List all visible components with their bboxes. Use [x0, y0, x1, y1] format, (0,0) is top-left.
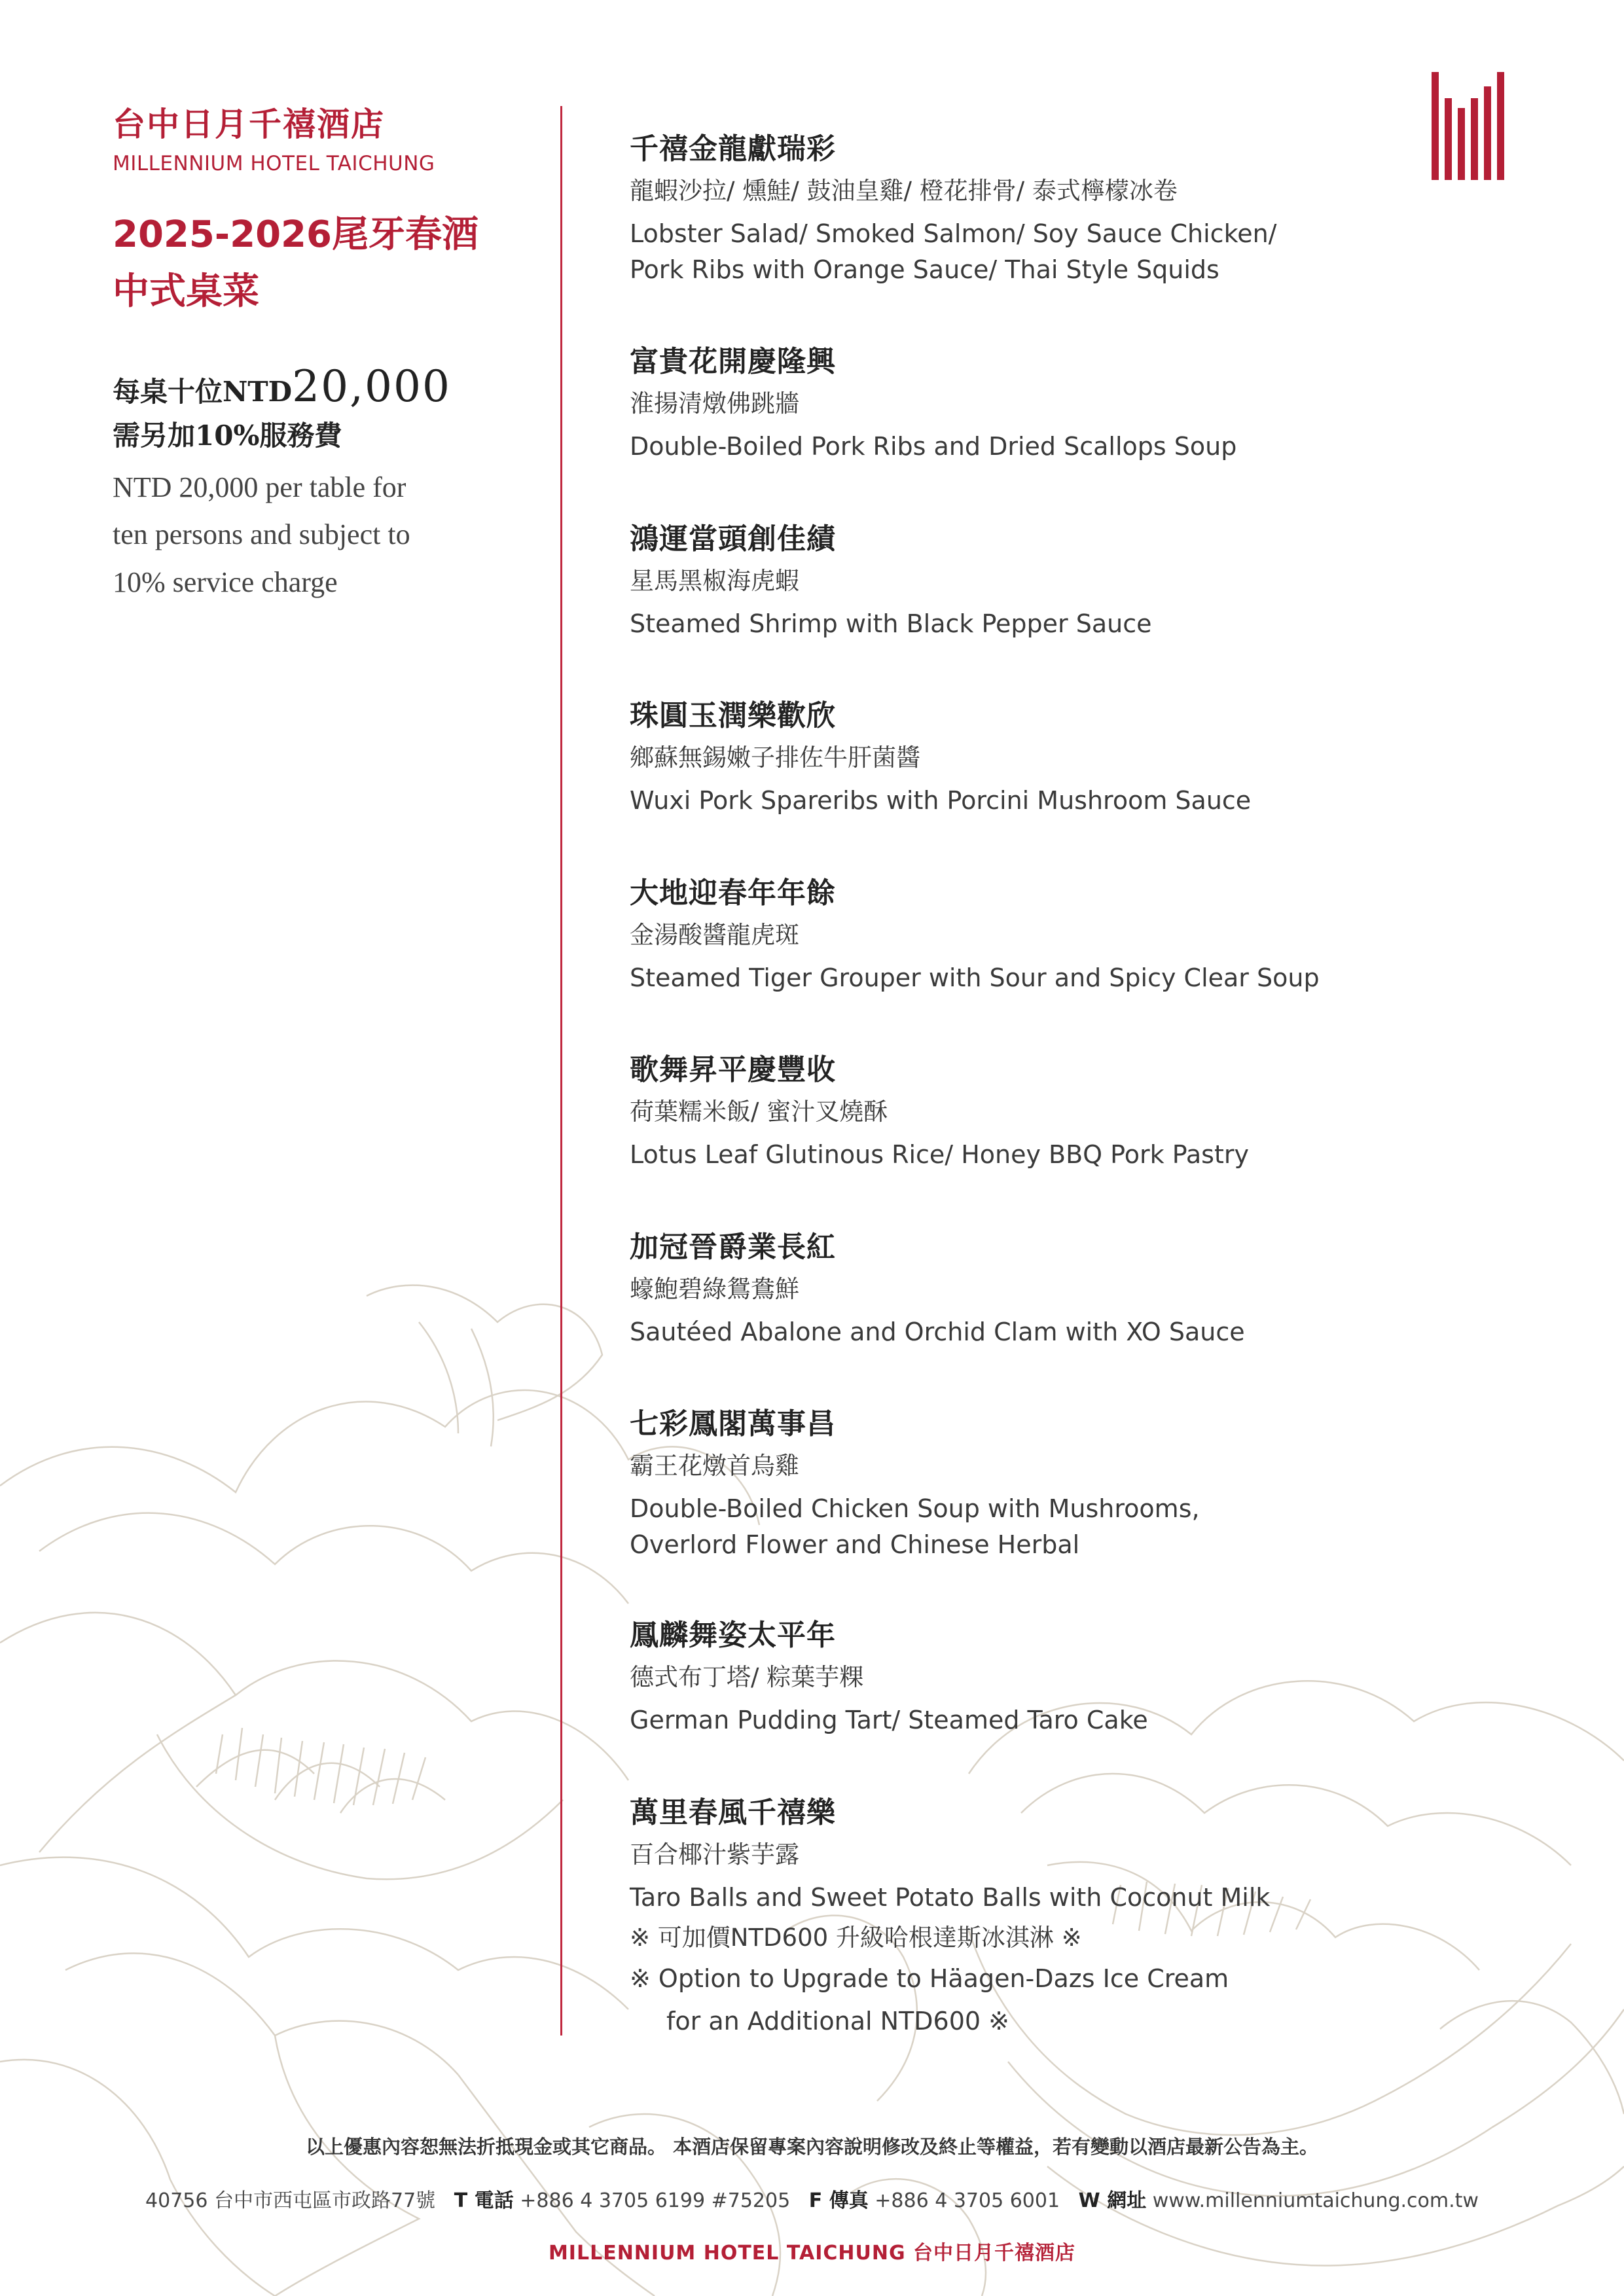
- course-en-line: Lobster Salad/ Smoked Salmon/ Soy Sauce Chicken/: [630, 219, 1277, 248]
- course-dishes-en: [630, 1137, 1249, 1173]
- course-en-line: Double-Boiled Pork Ribs and Dried Scallops Soup: [630, 432, 1237, 461]
- course-dishes-zh: 淮揚清燉佛跳牆: [630, 389, 799, 418]
- course-en-line: German Pudding Tart/ Steamed Taro Cake: [630, 1706, 1148, 1734]
- course-en-line: Steamed Shrimp with Black Pepper Sauce: [630, 609, 1152, 638]
- course-title: 萬里春風千禧樂: [630, 1796, 836, 1829]
- course-dishes-en: [630, 1702, 1148, 1738]
- course-dishes-en: [630, 960, 1320, 996]
- course-item: [630, 344, 1236, 465]
- course-dishes-en: [630, 1314, 1245, 1350]
- course-dishes-en: [630, 606, 1152, 642]
- title-line-2: 中式桌菜: [113, 270, 259, 313]
- course-dishes-en: [630, 783, 1251, 819]
- footer-fax-label: F 傳真: [808, 2189, 869, 2212]
- footer-fax: +886 4 3705 6001: [875, 2189, 1060, 2212]
- course-dishes-zh: 星馬黑椒海虎蝦: [630, 567, 799, 595]
- hotel-name-zh: 台中日月千禧酒店: [113, 105, 385, 143]
- price-line: [113, 361, 532, 412]
- price-description-en: [113, 464, 505, 607]
- course-dishes-zh: 鄉蘇無錫嫩子排佐牛肝菌醬: [630, 744, 920, 772]
- footer-website-link[interactable]: www.millenniumtaichung.com.tw: [1152, 2189, 1479, 2212]
- course-item: [630, 1229, 1245, 1350]
- footer-disclaimer: 以上優惠內容恕無法折抵現金或其它商品。 本酒店保留專案內容說明修改及終止等權益，若有變動以酒店最新公告為主。: [305, 2136, 1319, 2158]
- upgrade-note-en-line-1: ※ Option to Upgrade to Häagen-Dazs Ice Cream: [630, 1964, 1229, 1993]
- course-item: [630, 1795, 1270, 2041]
- course-dishes-zh: 霸王花燉首烏雞: [630, 1452, 799, 1480]
- course-item: [630, 1406, 1200, 1563]
- course-title: 加冠晉爵業長紅: [630, 1230, 836, 1264]
- course-item: [630, 1617, 1148, 1738]
- footer-tel-label: T 電話: [454, 2189, 514, 2212]
- course-dishes-en: [630, 1880, 1270, 1916]
- footer-web-label: W 網址: [1078, 2189, 1147, 2212]
- footer-address: 40756 台中市西屯區市政路77號: [145, 2189, 436, 2212]
- course-dishes-zh: 德式布丁塔/ 粽葉芋粿: [630, 1663, 864, 1691]
- course-title: 富貴花開慶隆興: [630, 345, 836, 378]
- course-dishes-zh: 蠔鮑碧綠鴛鴦鮮: [630, 1275, 799, 1303]
- course-en-line: Lotus Leaf Glutinous Rice/ Honey BBQ Pork Pastry: [630, 1140, 1249, 1169]
- millennium-logo-icon: [1430, 72, 1509, 180]
- course-title: 鳳麟舞姿太平年: [630, 1619, 836, 1652]
- footer-contact: [0, 2184, 1624, 2213]
- course-en-line: Overlord Flower and Chinese Herbal: [630, 1530, 1080, 1559]
- service-charge-zh: 需另加10%服務費: [113, 419, 342, 452]
- course-en-line: Wuxi Pork Spareribs with Porcini Mushroom Sauce: [630, 786, 1252, 815]
- course-dishes-zh: 金湯酸醬龍虎斑: [630, 921, 799, 949]
- vertical-divider: [560, 106, 562, 2036]
- price-amount: 20,000: [292, 361, 452, 412]
- course-en-line: Sautéed Abalone and Orchid Clam with XO Sauce: [630, 1318, 1245, 1346]
- course-item: [630, 698, 1251, 819]
- hotel-name-en: MILLENNIUM HOTEL TAICHUNG: [113, 152, 435, 175]
- title-line-1: 2025-2026尾牙春酒: [113, 213, 478, 256]
- course-title: 鴻運當頭創佳績: [630, 522, 836, 556]
- course-item: [630, 521, 1152, 642]
- course-dishes-en: [630, 1491, 1200, 1563]
- price-en-line-2: ten persons and subject to: [113, 518, 410, 551]
- course-en-line: Steamed Tiger Grouper with Sour and Spicy Clear Soup: [630, 963, 1320, 992]
- course-en-line: Taro Balls and Sweet Potato Balls with Coconut Milk: [630, 1883, 1271, 1912]
- course-item: [630, 875, 1320, 996]
- price-en-line-1: NTD 20,000 per table for: [113, 471, 406, 503]
- upgrade-note-zh: ※ 可加價NTD600 升級哈根達斯冰淇淋 ※: [630, 1924, 1082, 1952]
- course-item: [630, 131, 1276, 288]
- course-dishes-zh: 百合椰汁紫芋露: [630, 1840, 799, 1869]
- footer-tel: +886 4 3705 6199 #75205: [520, 2189, 791, 2212]
- course-item: [630, 1052, 1249, 1173]
- course-dishes-zh: 龍蝦沙拉/ 燻鮭/ 鼓油皇雞/ 橙花排骨/ 泰式檸檬冰卷: [630, 177, 1178, 205]
- course-en-line: Pork Ribs with Orange Sauce/ Thai Style Squids: [630, 255, 1219, 284]
- course-en-line: Double-Boiled Chicken Soup with Mushrooms,: [630, 1494, 1200, 1523]
- course-dishes-en: [630, 216, 1276, 288]
- footer: [0, 2132, 1624, 2265]
- course-title: 千禧金龍獻瑞彩: [630, 132, 836, 166]
- course-title: 大地迎春年年餘: [630, 876, 836, 910]
- course-title: 珠圓玉潤樂歡欣: [630, 699, 836, 732]
- price-en-line-3: 10% service charge: [113, 565, 338, 598]
- page-title: [113, 207, 532, 321]
- course-dishes-en: [630, 429, 1236, 465]
- course-title: 七彩鳳閣萬事昌: [630, 1407, 836, 1441]
- course-title: 歌舞昇平慶豐收: [630, 1053, 836, 1086]
- upgrade-note-en-line-2: for an Additional NTD600 ※: [666, 2007, 1009, 2036]
- price-prefix: 每桌十位NTD: [113, 375, 293, 408]
- footer-brand: MILLENNIUM HOTEL TAICHUNG 台中日月千禧酒店: [548, 2242, 1076, 2265]
- header-column: [113, 105, 532, 606]
- course-dishes-zh: 荷葉糯米飯/ 蜜汁叉燒酥: [630, 1098, 888, 1126]
